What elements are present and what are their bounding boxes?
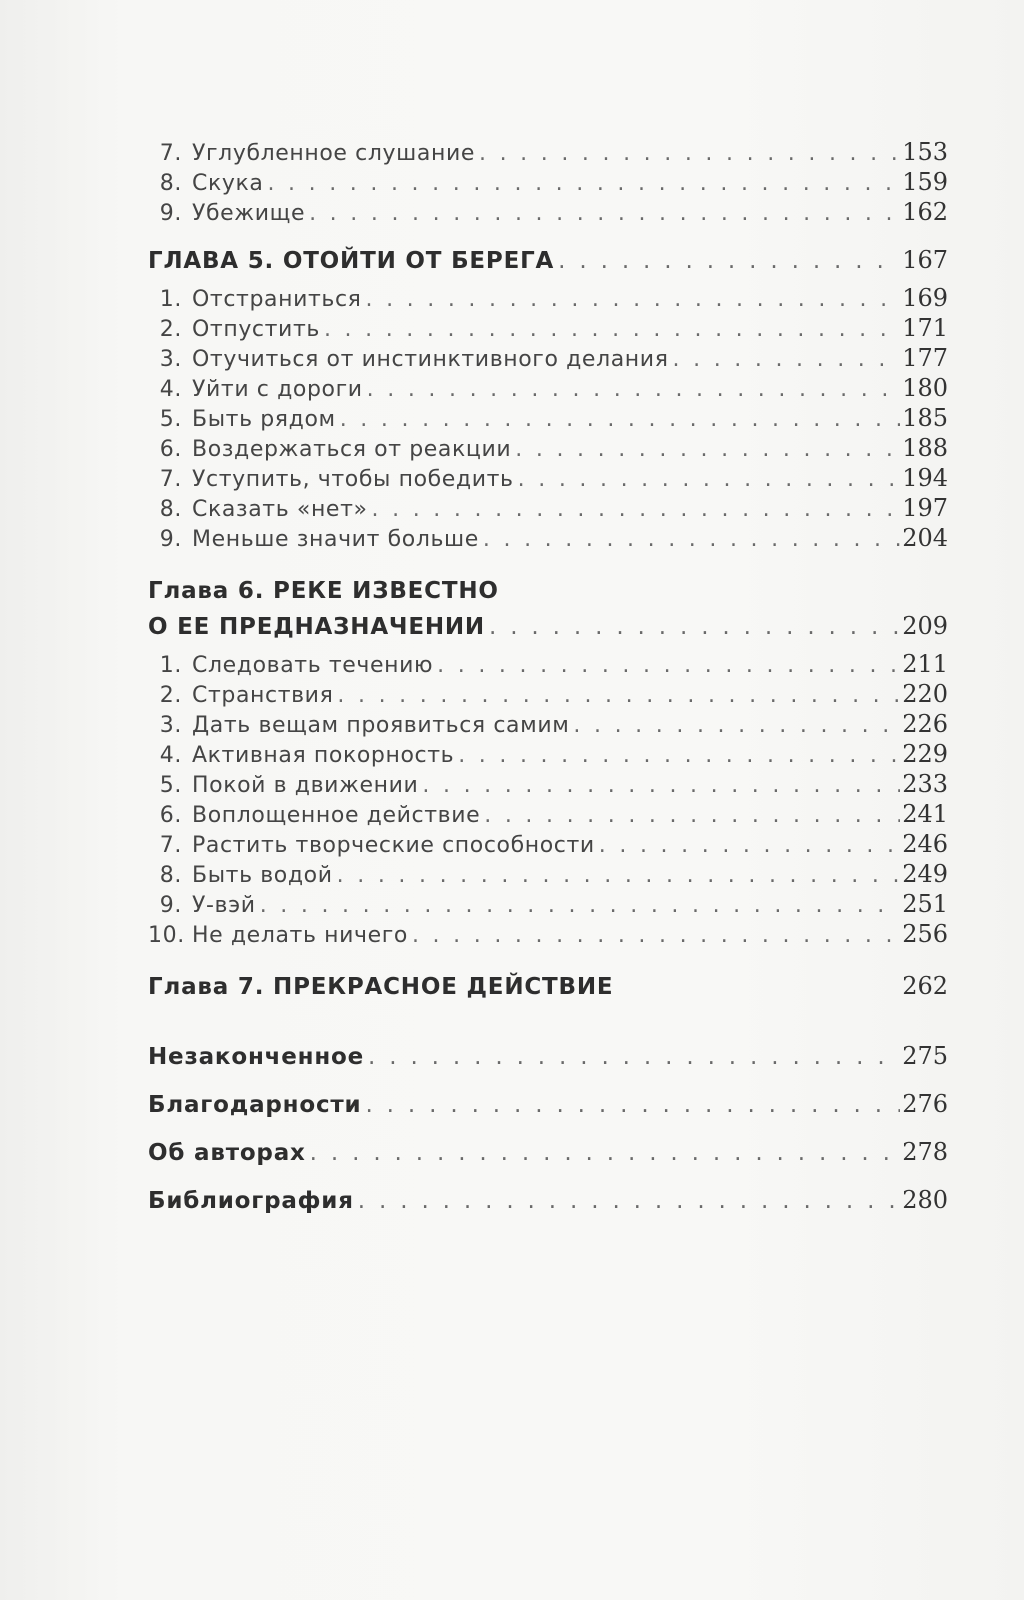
toc-item (148, 494, 948, 524)
item-number: 9. (159, 201, 182, 226)
toc-item (148, 680, 948, 710)
dot-leader (368, 1044, 900, 1070)
dot-leader (484, 803, 900, 828)
item-title: Странствия (192, 683, 334, 708)
item-page: 251 (902, 890, 948, 918)
item-number: 10. (148, 923, 185, 948)
item-title: Воплощенное действие (192, 803, 481, 828)
dot-leader (372, 497, 901, 522)
item-title: Уступить, чтобы победить (192, 467, 514, 492)
item-title: Убежище (192, 201, 306, 226)
dot-leader (458, 743, 900, 768)
back-matter-page: 278 (902, 1138, 948, 1166)
back-matter-title: Незаконченное (148, 1044, 365, 1070)
item-page: 233 (902, 770, 948, 798)
item-number: 4. (159, 743, 182, 768)
item-number: 9. (159, 527, 182, 552)
dot-leader (337, 863, 901, 888)
dot-leader (340, 407, 900, 432)
item-title: Растить творческие способности (192, 833, 595, 858)
toc-item (148, 344, 948, 374)
dot-leader (310, 1140, 901, 1166)
chapter-page: 209 (902, 612, 948, 640)
item-number: 1. (159, 287, 182, 312)
dot-leader (518, 467, 901, 492)
item-page: 159 (902, 168, 948, 196)
dot-leader (309, 201, 900, 226)
item-number: 3. (159, 713, 182, 738)
dot-leader (365, 287, 900, 312)
item-number: 9. (159, 893, 182, 918)
dot-leader (483, 527, 900, 552)
item-page: 185 (902, 404, 948, 432)
item-title: Активная покорность (192, 743, 455, 768)
toc-item (148, 920, 948, 950)
item-number: 6. (159, 803, 182, 828)
dot-leader (515, 437, 900, 462)
item-page: 204 (902, 524, 948, 552)
item-title: Следовать течению (192, 653, 434, 678)
dot-leader (260, 893, 901, 918)
item-page: 197 (902, 494, 948, 522)
item-page: 162 (902, 198, 948, 226)
dot-leader (422, 773, 900, 798)
chapter-page: 262 (902, 972, 948, 1000)
item-number: 8. (159, 497, 182, 522)
item-number: 2. (159, 683, 182, 708)
item-title: Сказать «нет» (192, 497, 368, 522)
back-matter (148, 1042, 948, 1234)
toc-item (148, 860, 948, 890)
toc-item (148, 464, 948, 494)
toc-item (148, 404, 948, 434)
item-page: 226 (902, 710, 948, 738)
back-matter-page: 276 (902, 1090, 948, 1118)
back-matter-page: 280 (902, 1186, 948, 1214)
back-matter-title: Об авторах (148, 1140, 306, 1166)
dot-leader (267, 171, 900, 196)
toc-item (148, 198, 948, 228)
dot-leader (412, 923, 900, 948)
item-title: Дать вещам проявиться самим (192, 713, 570, 738)
toc-item (148, 168, 948, 198)
chapter-page: 167 (902, 246, 948, 274)
toc-item (148, 830, 948, 860)
dot-leader (367, 377, 901, 402)
back-matter-item (148, 1138, 948, 1186)
toc-item (148, 890, 948, 920)
item-title: Отстраниться (192, 287, 362, 312)
item-page: 211 (902, 650, 948, 678)
item-page: 171 (902, 314, 948, 342)
chapter-7 (148, 972, 948, 1010)
toc-item (148, 314, 948, 344)
back-matter-title: Благодарности (148, 1092, 362, 1118)
item-number: 5. (159, 773, 182, 798)
chapter-title: Глава 7. ПРЕКРАСНОЕ ДЕЙСТВИЕ (148, 974, 614, 1000)
chapter-6 (148, 578, 948, 950)
dot-leader (599, 833, 900, 858)
chapter-title-line1: Глава 6. РЕКЕ ИЗВЕСТНО (148, 578, 499, 604)
item-title: Отпустить (192, 317, 320, 342)
toc-item (148, 650, 948, 680)
item-page: 229 (902, 740, 948, 768)
toc-item (148, 770, 948, 800)
back-matter-title: Библиография (148, 1188, 354, 1214)
dot-leader (479, 141, 900, 166)
item-page: 249 (902, 860, 948, 888)
back-matter-page: 275 (902, 1042, 948, 1070)
toc-item (148, 524, 948, 554)
item-page: 180 (902, 374, 948, 402)
table-of-contents (148, 138, 948, 1234)
toc-item (148, 434, 948, 464)
toc-item (148, 800, 948, 830)
item-number: 7. (159, 833, 182, 858)
back-matter-item (148, 1042, 948, 1090)
chapter-title-line2: О ЕЕ ПРЕДНАЗНАЧЕНИИ (148, 614, 485, 640)
chapter-heading (148, 972, 948, 1010)
chapter-heading (148, 612, 948, 650)
item-title: Не делать ничего (192, 923, 408, 948)
item-number: 5. (159, 407, 182, 432)
item-title: Быть водой (192, 863, 333, 888)
item-number: 1. (159, 653, 182, 678)
item-number: 7. (159, 141, 182, 166)
dot-leader (324, 317, 900, 342)
item-title: Отучиться от инстинктивного делания (192, 347, 669, 372)
toc-item (148, 740, 948, 770)
dot-leader (437, 653, 900, 678)
item-page: 153 (902, 138, 948, 166)
item-title: Покой в движении (192, 773, 419, 798)
back-matter-item (148, 1090, 948, 1138)
chapter-5 (148, 246, 948, 554)
dot-leader (365, 1092, 900, 1118)
back-matter-item (148, 1186, 948, 1234)
chapter-heading (148, 246, 948, 284)
item-title: Уйти с дороги (192, 377, 363, 402)
item-page: 241 (902, 800, 948, 828)
dot-leader (358, 1188, 900, 1214)
item-number: 8. (159, 171, 182, 196)
item-page: 256 (902, 920, 948, 948)
item-page: 188 (902, 434, 948, 462)
item-title: Скука (192, 171, 264, 196)
dot-leader (573, 713, 900, 738)
toc-item (148, 138, 948, 168)
dot-leader (673, 347, 901, 372)
item-title: Быть рядом (192, 407, 336, 432)
item-number: 6. (159, 437, 182, 462)
item-number: 8. (159, 863, 182, 888)
item-page: 177 (902, 344, 948, 372)
item-title: У-вэй (192, 893, 256, 918)
dot-leader (337, 683, 900, 708)
dot-leader (558, 248, 900, 274)
toc-item (148, 710, 948, 740)
toc-item (148, 284, 948, 314)
chapter-title: ГЛАВА 5. ОТОЙТИ ОТ БЕРЕГА (148, 248, 555, 274)
item-number: 7. (159, 467, 182, 492)
item-title: Меньше значит больше (192, 527, 479, 552)
item-number: 3. (159, 347, 182, 372)
item-title: Воздержаться от реакции (192, 437, 512, 462)
dot-leader (489, 614, 900, 640)
item-page: 220 (902, 680, 948, 708)
toc-item (148, 374, 948, 404)
item-number: 4. (159, 377, 182, 402)
item-page: 246 (902, 830, 948, 858)
item-page: 169 (902, 284, 948, 312)
item-page: 194 (902, 464, 948, 492)
item-title: Углубленное слушание (192, 141, 475, 166)
item-number: 2. (159, 317, 182, 342)
